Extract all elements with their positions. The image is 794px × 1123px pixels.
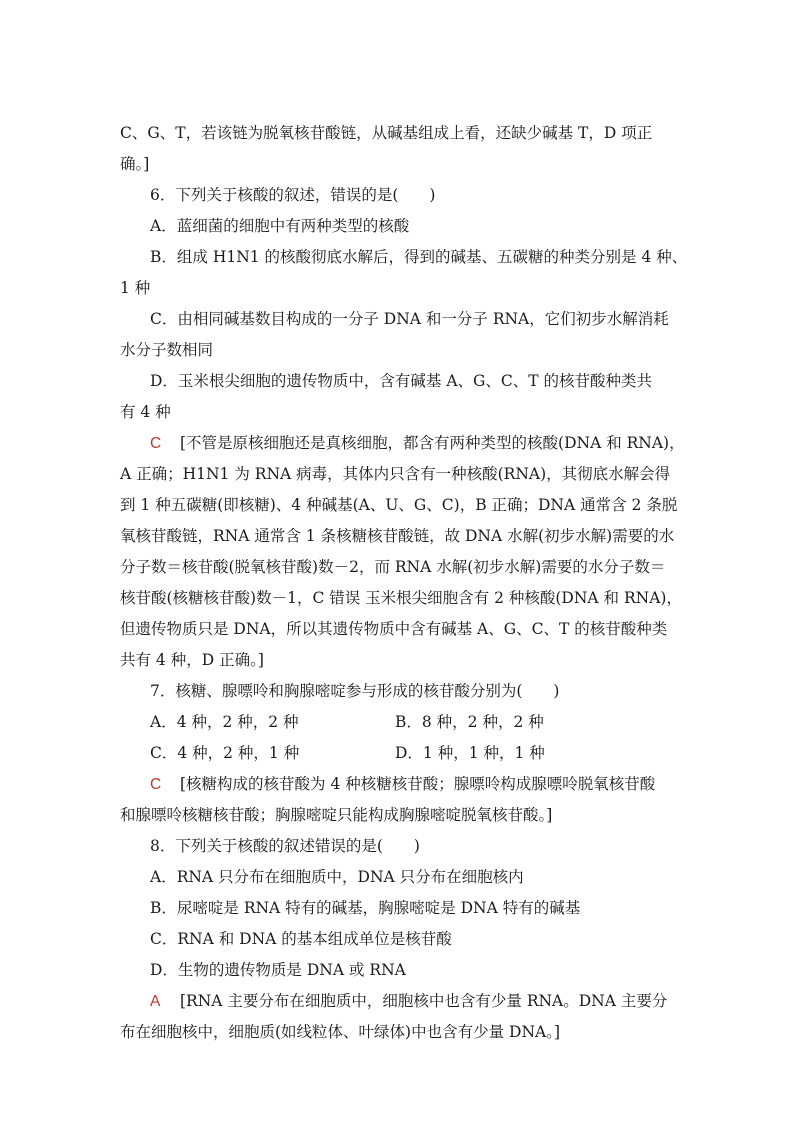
question-7-option-c: C．4 种，2 种，1 种 xyxy=(150,744,300,762)
question-6-option-a: A．蓝细菌的细胞中有两种类型的核酸 xyxy=(150,217,410,235)
question-6-answer-line: 分子数＝核苷酸(脱氧核苷酸)数－2，而 RNA 水解(初步水解)需要的水分子数＝ xyxy=(120,558,666,576)
question-7-options-row xyxy=(120,707,680,738)
answer-letter: A xyxy=(150,993,161,1010)
question-7-option-b: B．8 种，2 种，2 种 xyxy=(395,713,544,731)
question-8-option-a: A．RNA 只分布在细胞质中，DNA 只分布在细胞核内 xyxy=(150,868,524,886)
question-8-stem: 8．下列关于核酸的叙述错误的是( ) xyxy=(150,837,420,855)
answer-explanation: [RNA 主要分布在细胞质中，细胞核中也含有少量 RNA。DNA 主要分 xyxy=(180,992,668,1010)
answer-explanation: [核糖构成的核苷酸为 4 种核糖核苷酸；腺嘌呤构成腺嘌呤脱氧核苷酸 xyxy=(180,775,656,793)
question-6-answer-line: 共有 4 种，D 正确。] xyxy=(120,651,264,669)
question-7-options-row xyxy=(120,738,680,769)
question-6-answer-line: 氧核苷酸链，RNA 通常含 1 条核糖核苷酸链，故 DNA 水解(初步水解)需要的水 xyxy=(120,527,675,545)
question-6-answer-line: A 正确；H1N1 为 RNA 病毒，其体内只含有一种核酸(RNA)，其彻底水解会得 xyxy=(120,465,671,483)
document-body xyxy=(120,118,688,1048)
question-7-answer xyxy=(120,769,680,800)
prev-answer-end: 确。] xyxy=(120,155,150,173)
answer-explanation: [不管是原核细胞还是真核细胞，都含有两种类型的核酸(DNA 和 RNA)， xyxy=(180,434,685,452)
question-6-option-c: C．由相同碱基数目构成的一分子 DNA 和一分子 RNA，它们初步水解消耗 xyxy=(150,310,669,328)
question-6-stem: 6．下列关于核酸的叙述，错误的是( ) xyxy=(150,186,436,204)
question-6-option-c-cont: 水分子数相同 xyxy=(120,341,214,359)
question-6-option-d: D．玉米根尖细胞的遗传物质中，含有碱基 A、G、C、T 的核苷酸种类共 xyxy=(150,372,653,390)
question-8-option-b: B．尿嘧啶是 RNA 特有的碱基，胸腺嘧啶是 DNA 特有的碱基 xyxy=(150,899,581,917)
question-6-answer xyxy=(120,428,685,459)
question-6-answer-line: 但遗传物质只是 DNA，所以其遗传物质中含有碱基 A、G、C、T 的核苷酸种类 xyxy=(120,620,668,638)
question-8-option-d: D．生物的遗传物质是 DNA 或 RNA xyxy=(150,961,406,979)
question-7-stem: 7．核糖、腺嘌呤和胸腺嘧啶参与形成的核苷酸分别为( ) xyxy=(150,682,560,700)
prev-answer-continuation: C、G、T，若该链为脱氧核苷酸链，从碱基组成上看，还缺少碱基 T，D 项正 xyxy=(120,124,653,142)
question-6-answer-line: 核苷酸(核糖核苷酸)数－1，C 错误 玉米根尖细胞含有 2 种核酸(DNA 和 RNA)， xyxy=(120,589,682,607)
answer-letter: C xyxy=(150,776,162,793)
question-6-option-b: B．组成 H1N1 的核酸彻底水解后，得到的碱基、五碳糖的种类分别是 4 种、 xyxy=(150,248,688,266)
question-6-option-b-cont: 1 种 xyxy=(120,279,151,297)
question-8-option-c: C．RNA 和 DNA 的基本组成单位是核苷酸 xyxy=(150,930,452,948)
question-7-answer-line: 和腺嘌呤核糖核苷酸；胸腺嘧啶只能构成胸腺嘧啶脱氧核苷酸。] xyxy=(120,806,553,824)
question-7-option-d: D．1 种，1 种，1 种 xyxy=(395,744,545,762)
question-6-option-d-cont: 有 4 种 xyxy=(120,403,171,421)
question-8-answer-line: 布在细胞核中，细胞质(如线粒体、叶绿体)中也含有少量 DNA。] xyxy=(120,1023,561,1041)
question-7-option-a: A．4 种，2 种，2 种 xyxy=(150,713,299,731)
question-6-answer-line: 到 1 种五碳糖(即核糖)、4 种碱基(A、U、G、C)，B 正确；DNA 通常含 2 条脱 xyxy=(120,496,678,514)
question-8-answer xyxy=(120,986,680,1017)
answer-letter: C xyxy=(150,435,162,452)
